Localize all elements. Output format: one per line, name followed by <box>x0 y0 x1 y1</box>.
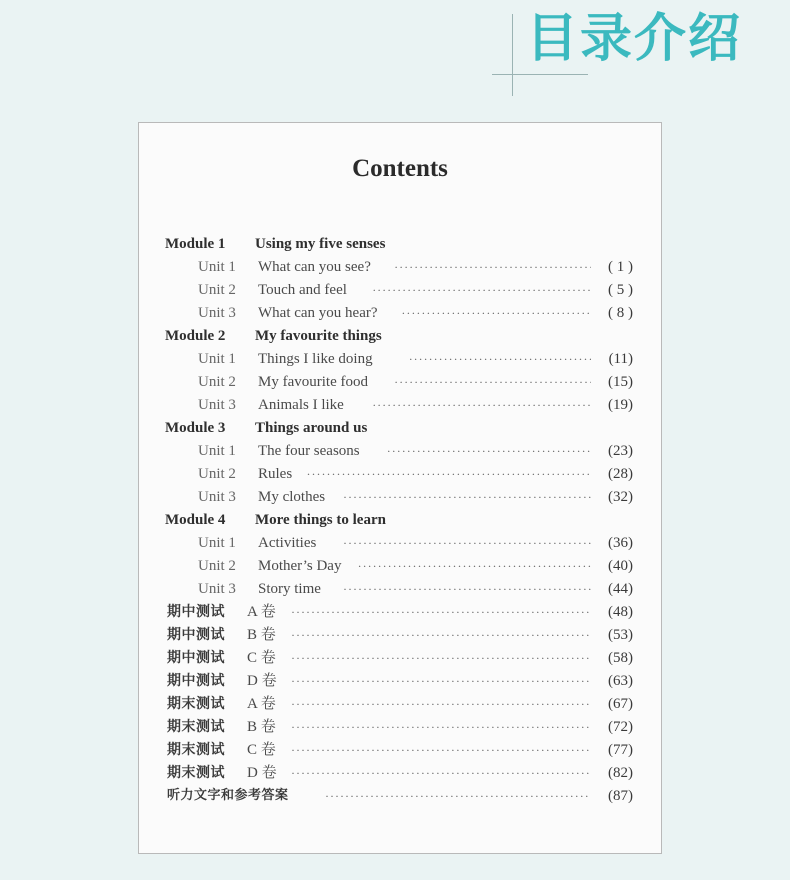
dot-leader <box>387 440 591 462</box>
page-number: ( 5 ) <box>608 282 633 298</box>
corner-rule-horizontal <box>492 74 588 75</box>
dot-leader <box>409 348 591 370</box>
dot-leader <box>307 463 592 485</box>
unit-title: Touch and feel <box>258 282 347 298</box>
dot-leader <box>291 716 591 738</box>
test-row <box>139 624 661 646</box>
dot-leader <box>291 647 591 669</box>
unit-label: Unit 3 <box>198 305 236 321</box>
dot-leader <box>325 785 591 807</box>
test-row <box>139 601 661 623</box>
unit-title: My favourite food <box>258 374 368 390</box>
page-number: (11) <box>608 351 633 367</box>
test-row <box>139 739 661 761</box>
page-number: (72) <box>608 719 633 735</box>
dot-leader <box>291 762 591 784</box>
test-label: 期中测试 <box>167 650 225 666</box>
appendix-row <box>139 785 661 807</box>
dot-leader <box>394 256 591 278</box>
dot-leader <box>372 394 591 416</box>
dot-leader <box>291 739 591 761</box>
test-row <box>139 693 661 715</box>
page-number: (82) <box>608 765 633 781</box>
unit-title: Rules <box>258 466 293 482</box>
test-label: 期中测试 <box>167 604 225 620</box>
page-number: (23) <box>608 443 633 459</box>
module-label: Module 2 <box>165 328 226 344</box>
page-number: (15) <box>608 374 633 390</box>
test-row <box>139 762 661 784</box>
test-paper: A 卷 <box>247 604 276 620</box>
dot-leader <box>358 555 591 577</box>
module-row <box>139 417 661 439</box>
unit-title: Things I like doing <box>258 351 373 367</box>
module-label: Module 3 <box>165 420 226 436</box>
module-row <box>139 509 661 531</box>
dot-leader <box>401 302 591 324</box>
test-label: 期末测试 <box>167 742 225 758</box>
test-row <box>139 670 661 692</box>
test-row <box>139 716 661 738</box>
page-number: (87) <box>608 788 633 804</box>
module-label: Module 1 <box>165 236 226 252</box>
unit-row <box>139 463 661 485</box>
test-label: 期末测试 <box>167 696 225 712</box>
unit-row <box>139 555 661 577</box>
module-title: Things around us <box>255 420 368 436</box>
unit-row <box>139 440 661 462</box>
page-number: (36) <box>608 535 633 551</box>
dot-leader <box>291 601 591 623</box>
page-number: (19) <box>608 397 633 413</box>
unit-label: Unit 1 <box>198 535 236 551</box>
page-number: (58) <box>608 650 633 666</box>
appendix-label: 听力文字和参考答案 <box>167 788 289 803</box>
test-paper: C 卷 <box>247 650 276 666</box>
dot-leader <box>343 578 591 600</box>
unit-label: Unit 2 <box>198 466 236 482</box>
unit-label: Unit 1 <box>198 259 236 275</box>
unit-title: Animals I like <box>258 397 344 413</box>
test-paper: B 卷 <box>247 719 276 735</box>
test-label: 期末测试 <box>167 719 225 735</box>
header-title: 目录介绍 <box>526 9 743 69</box>
unit-title: What can you hear? <box>258 305 378 321</box>
unit-row <box>139 532 661 554</box>
dot-leader <box>372 279 591 301</box>
module-title: Using my five senses <box>255 236 386 252</box>
page-number: (40) <box>608 558 633 574</box>
unit-label: Unit 3 <box>198 489 236 505</box>
dot-leader <box>394 371 591 393</box>
unit-label: Unit 1 <box>198 443 236 459</box>
dot-leader <box>343 486 591 508</box>
unit-label: Unit 1 <box>198 351 236 367</box>
page-number: (77) <box>608 742 633 758</box>
test-paper: A 卷 <box>247 696 276 712</box>
test-label: 期中测试 <box>167 627 225 643</box>
page-number: (48) <box>608 604 633 620</box>
unit-row <box>139 279 661 301</box>
page-number: (63) <box>608 673 633 689</box>
page-number: (32) <box>608 489 633 505</box>
unit-title: Mother’s Day <box>258 558 342 574</box>
contents-page <box>138 122 662 854</box>
page-number: (28) <box>608 466 633 482</box>
unit-row <box>139 348 661 370</box>
unit-row <box>139 486 661 508</box>
unit-title: The four seasons <box>258 443 360 459</box>
page-number: (67) <box>608 696 633 712</box>
test-paper: D 卷 <box>247 765 277 781</box>
unit-row <box>139 371 661 393</box>
dot-leader <box>291 670 591 692</box>
unit-row <box>139 578 661 600</box>
module-row <box>139 233 661 255</box>
test-label: 期中测试 <box>167 673 225 689</box>
corner-rule-vertical <box>512 14 513 96</box>
unit-label: Unit 3 <box>198 397 236 413</box>
dot-leader <box>291 693 591 715</box>
test-paper: C 卷 <box>247 742 276 758</box>
test-paper: B 卷 <box>247 627 276 643</box>
unit-title: My clothes <box>258 489 326 505</box>
unit-label: Unit 2 <box>198 374 236 390</box>
unit-label: Unit 3 <box>198 581 236 597</box>
test-paper: D 卷 <box>247 673 277 689</box>
page-number: (53) <box>608 627 633 643</box>
unit-row <box>139 256 661 278</box>
test-row <box>139 647 661 669</box>
module-label: Module 4 <box>165 512 226 528</box>
unit-row <box>139 302 661 324</box>
module-title: My favourite things <box>255 328 382 344</box>
page-number: ( 8 ) <box>608 305 633 321</box>
unit-title: What can you see? <box>258 259 371 275</box>
unit-row <box>139 394 661 416</box>
module-row <box>139 325 661 347</box>
unit-label: Unit 2 <box>198 282 236 298</box>
page-number: (44) <box>608 581 633 597</box>
module-title: More things to learn <box>255 512 386 528</box>
unit-title: Activities <box>258 535 317 551</box>
unit-label: Unit 2 <box>198 558 236 574</box>
dot-leader <box>343 532 591 554</box>
unit-title: Story time <box>258 581 321 597</box>
test-label: 期末测试 <box>167 765 225 781</box>
contents-heading: Contents <box>352 155 448 182</box>
dot-leader <box>291 624 591 646</box>
page-number: ( 1 ) <box>608 259 633 275</box>
